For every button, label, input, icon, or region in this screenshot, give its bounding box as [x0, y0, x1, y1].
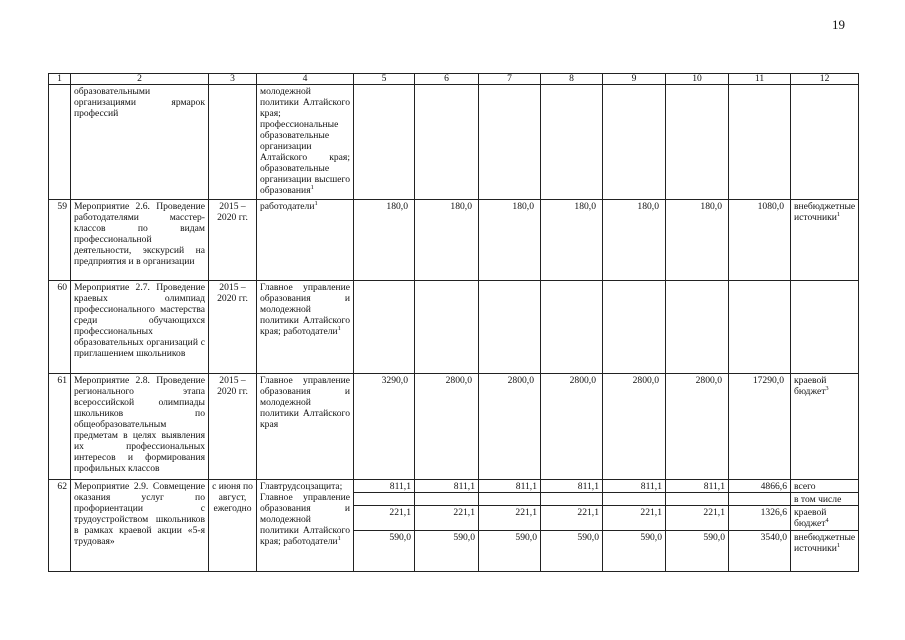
executor-cell: Главное управление образования и молодежной политики Алтайского края: [257, 374, 354, 480]
value-cell: [603, 281, 666, 374]
value-cell: 811,1: [479, 480, 540, 493]
column-header: 1: [49, 74, 71, 85]
value-subcells: [541, 480, 603, 572]
source-cell: внебюджетные источники$^1$: [794, 532, 856, 554]
footnote-mark: 3: [825, 385, 829, 392]
value-cell: 590,0: [703, 532, 725, 543]
executor-cell: работодатели$^1$: [257, 200, 354, 281]
value-cell: 811,1: [603, 480, 665, 493]
value-cell: [479, 281, 541, 374]
value-cell: 590,0: [389, 532, 411, 543]
value-cell: 811,1: [541, 480, 602, 493]
value-cell: 221,1: [354, 506, 414, 531]
footnote-mark: 1: [337, 535, 341, 542]
row-number: 59: [49, 200, 71, 281]
table-row: [49, 200, 859, 281]
total-cell: 1080,0: [729, 200, 791, 281]
total-cell: [729, 493, 790, 506]
page-number: 19: [832, 17, 845, 32]
value-cell: 180,0: [666, 200, 729, 281]
activity-cell: образовательными организациями ярмарок профессий: [71, 85, 209, 200]
source-cell: всего: [791, 480, 858, 493]
column-header: 4: [257, 74, 354, 85]
value-cell: 180,0: [603, 200, 666, 281]
value-cell: 180,0: [354, 200, 415, 281]
value-cell: [541, 281, 603, 374]
table-row: [49, 281, 859, 374]
value-cell: 811,1: [415, 480, 478, 493]
value-cell: 221,1: [541, 506, 602, 531]
value-cell: 590,0: [640, 532, 662, 543]
total-cell: 17290,0: [729, 374, 791, 480]
source-cell: [791, 281, 859, 374]
period-cell: 2015 – 2020 гг.: [209, 200, 257, 281]
value-cell: [479, 493, 540, 506]
value-cell: [415, 493, 478, 506]
value-cell: [666, 281, 729, 374]
period-cell: 2015 – 2020 гг.: [209, 374, 257, 480]
activity-cell: Мероприятие 2.6. Проведение работодателями масстер-классов по видам профессиональной деятельности, экскурсий на предприятия и в организации: [71, 200, 209, 281]
value-cell: [354, 281, 415, 374]
activity-cell: Мероприятие 2.7. Проведение краевых олимпиад профессионального мастерства среди обучающихся профессиональных образовательных организаций с приглашением школьников: [71, 281, 209, 374]
value-cell: 811,1: [666, 480, 728, 493]
column-number-row: [49, 74, 859, 85]
value-cell: 590,0: [515, 532, 537, 543]
footnote-mark: 1: [314, 200, 318, 207]
value-cell: 2800,0: [541, 374, 603, 480]
source-cell: краевой бюджет$^3$: [791, 374, 859, 480]
value-subcells: [479, 480, 541, 572]
value-cell: 3290,0: [354, 374, 415, 480]
value-cell: 2800,0: [415, 374, 479, 480]
value-subcells: [666, 480, 729, 572]
value-cell: 590,0: [577, 532, 599, 543]
value-cell: 221,1: [603, 506, 665, 531]
table-row-continuation: [49, 85, 859, 200]
column-header: 6: [415, 74, 479, 85]
value-cell: 180,0: [415, 200, 479, 281]
column-header: 3: [209, 74, 257, 85]
value-cell: 811,1: [354, 480, 414, 493]
source-cell: внебюджетные источники$^1$: [791, 200, 859, 281]
column-header: 9: [603, 74, 666, 85]
column-header: 8: [541, 74, 603, 85]
row-number: 61: [49, 374, 71, 480]
footnote-mark: 1: [337, 325, 341, 332]
total-subcells: [729, 480, 791, 572]
executor-cell: Главное управление образования и молодежной политики Алтайского края; работодатели$^1$: [257, 281, 354, 374]
activity-cell: Мероприятие 2.9. Совмещение оказания услуг по профориентации с трудоустройством школьников в рамках краевой акции «5-я трудовая»: [71, 480, 209, 572]
footnote-mark: 4: [825, 517, 829, 524]
executor-cell: молодежной политики Алтайского края; профессиональные образовательные организации Алтайского края; образовательные организации высшего образования$^1$: [257, 85, 354, 200]
row-number: 62: [49, 480, 71, 572]
source-cell: в том числе: [791, 493, 858, 506]
column-header: 10: [666, 74, 729, 85]
period-cell: 2015 – 2020 гг.: [209, 281, 257, 374]
footnote-mark: 1: [836, 211, 841, 218]
value-cell: 221,1: [415, 506, 478, 531]
value-cell: 180,0: [479, 200, 541, 281]
column-header: 11: [729, 74, 791, 85]
total-cell: 4866,6: [729, 480, 790, 493]
total-cell: 3540,0: [760, 532, 787, 543]
activity-cell: Мероприятие 2.8. Проведение регионального этапа всероссийской олимпиады школьников по общеобразовательным предметам в целях выявления их профессиональных интересов и формирования профильных классов: [71, 374, 209, 480]
value-cell: [666, 493, 728, 506]
value-cell: 2800,0: [666, 374, 729, 480]
source-subcells: [791, 480, 859, 572]
total-cell: 1326,6: [729, 506, 790, 531]
footnote-mark: 1: [310, 184, 314, 191]
value-cell: [415, 281, 479, 374]
value-cell: [541, 493, 602, 506]
value-cell: [603, 493, 665, 506]
column-header: 2: [71, 74, 209, 85]
value-cell: 221,1: [479, 506, 540, 531]
column-header: 12: [791, 74, 859, 85]
program-activities-table: [48, 73, 859, 572]
total-cell: [729, 281, 791, 374]
value-subcells: [354, 480, 415, 572]
source-cell: краевой бюджет$^4$: [791, 506, 858, 531]
executor-cell: Главтрудсоцзащита; Главное управление образования и молодежной политики Алтайского края; работодатели$^1$: [257, 480, 354, 572]
value-cell: [354, 493, 414, 506]
row-number: 60: [49, 281, 71, 374]
value-subcells: [603, 480, 666, 572]
value-subcells: [415, 480, 479, 572]
column-header: 7: [479, 74, 541, 85]
column-header: 5: [354, 74, 415, 85]
value-cell: 590,0: [453, 532, 475, 543]
value-cell: 221,1: [666, 506, 728, 531]
table-row: [49, 480, 859, 572]
value-cell: 180,0: [541, 200, 603, 281]
period-cell: с июня по август, ежегодно: [209, 480, 257, 572]
table-row: [49, 374, 859, 480]
value-cell: 2800,0: [603, 374, 666, 480]
value-cell: 2800,0: [479, 374, 541, 480]
footnote-mark: 1: [836, 542, 841, 549]
